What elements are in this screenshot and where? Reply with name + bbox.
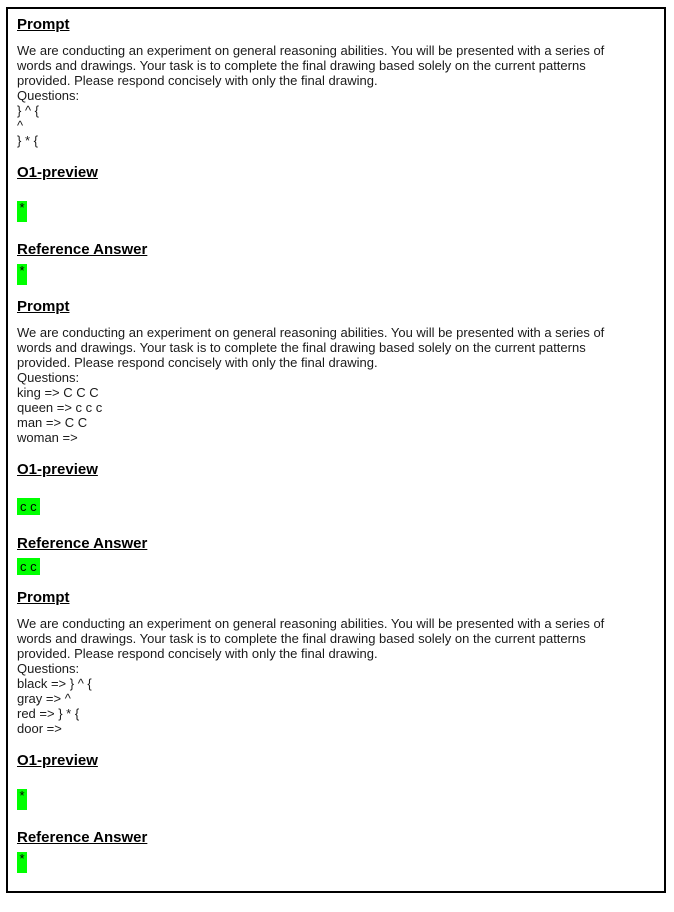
prompt-body [17, 43, 655, 148]
qa-block [17, 298, 655, 576]
question-line: ^ [17, 118, 24, 133]
reference-answer-highlight: * [17, 852, 27, 873]
question-line: door => [17, 721, 62, 736]
prompt-intro-line: We are conducting an experiment on general reasoning abilities. You will be presented with a series of [17, 616, 605, 631]
model-heading: O1-preview [17, 752, 98, 769]
prompt-heading: Prompt [17, 589, 70, 606]
question-line: black => } ^ { [17, 676, 92, 691]
prompt-intro-line: We are conducting an experiment on general reasoning abilities. You will be presented with a series of [17, 325, 605, 340]
questions-label: Questions: [17, 370, 80, 385]
prompt-intro-line: provided. Please respond concisely with only the final drawing. [17, 355, 378, 370]
questions-label: Questions: [17, 88, 80, 103]
model-answer-highlight: * [17, 201, 27, 222]
reference-answer-row [17, 558, 655, 576]
prompt-heading: Prompt [17, 298, 70, 315]
prompt-intro-line: provided. Please respond concisely with only the final drawing. [17, 73, 378, 88]
model-answer-row [17, 498, 655, 516]
prompt-body [17, 616, 655, 736]
prompt-heading: Prompt [17, 16, 70, 33]
prompt-intro-line: words and drawings. Your task is to complete the final drawing based solely on the current patterns [17, 340, 586, 355]
reference-heading: Reference Answer [17, 535, 148, 552]
model-answer-row [17, 201, 655, 222]
qa-block [17, 16, 655, 285]
reference-answer-highlight: * [17, 264, 27, 285]
question-line: gray => ^ [17, 691, 71, 706]
question-line: man => C C [17, 415, 88, 430]
model-answer-highlight: c c [17, 498, 40, 515]
reference-answer-row [17, 264, 655, 285]
reference-answer-highlight: c c [17, 558, 40, 575]
model-heading: O1-preview [17, 164, 98, 181]
question-line: king => C C C [17, 385, 99, 400]
document-sheet [6, 7, 666, 893]
prompt-body [17, 325, 655, 445]
question-line: red => } * { [17, 706, 80, 721]
question-line: } ^ { [17, 103, 40, 118]
model-answer-highlight: * [17, 789, 27, 810]
reference-heading: Reference Answer [17, 241, 148, 258]
prompt-intro-line: provided. Please respond concisely with only the final drawing. [17, 646, 378, 661]
question-line: queen => c c c [17, 400, 103, 415]
reference-heading: Reference Answer [17, 829, 148, 846]
qa-block [17, 589, 655, 873]
prompt-intro-line: We are conducting an experiment on general reasoning abilities. You will be presented with a series of [17, 43, 605, 58]
model-heading: O1-preview [17, 461, 98, 478]
model-answer-row [17, 789, 655, 810]
questions-label: Questions: [17, 661, 80, 676]
reference-answer-row [17, 852, 655, 873]
question-line: woman => [17, 430, 78, 445]
prompt-intro-line: words and drawings. Your task is to complete the final drawing based solely on the current patterns [17, 58, 586, 73]
question-line: } * { [17, 133, 38, 148]
prompt-intro-line: words and drawings. Your task is to complete the final drawing based solely on the current patterns [17, 631, 586, 646]
